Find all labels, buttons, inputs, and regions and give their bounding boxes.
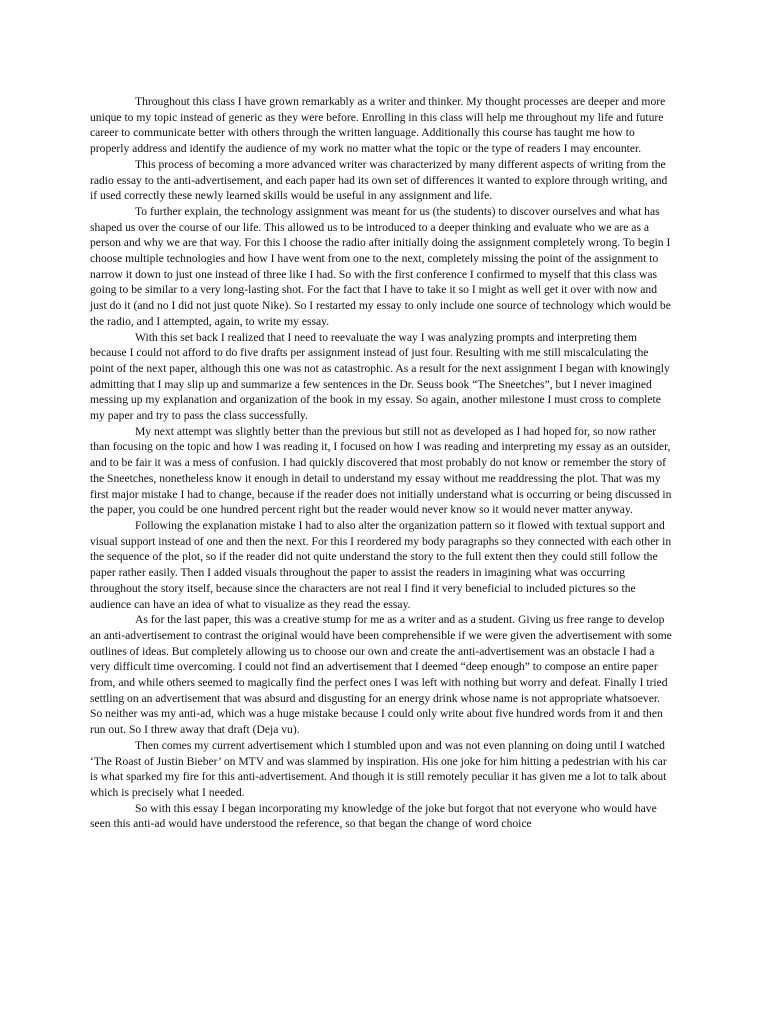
paragraph-joke: So with this essay I began incorporating my knowledge of the joke but forgot that not everyone who would have seen this anti-ad would have understood the reference, so that began the change of word choice [90, 801, 657, 831]
paragraph-last-paper: As for the last paper, this was a creative stump for me as a writer and as a student. Giving us free range to develop an anti-advertisement to contrast the original would have been comprehensible if we were given the advertisement with some outlines of ideas. But completely allowing us to choose our own and create the anti-advertisement was an obstacle I had a very difficult time overcoming. I could not find an advertisement that I deemed “deep enough” to compose an entire paper from, and while others seemed to magically find the perfect ones I was left with nothing but worry and defeat. Finally I tried settling on an advertisement that was absurd and disgusting for an energy drink whose name is not appropriate whatsoever. So neither was my anti-ad, which was a huge mistake because I could only write about five hundred words from it and then run out. So I threw away that draft (Deja vu). [90, 613, 672, 737]
paragraph-technology: To further explain, the technology assignment was meant for us (the students) to discover ourselves and what has shaped us over the course of our life. This allowed us to be introduced to a deeper thinking and evaluate who we are as a person and why we are that way. For this I choose the radio after initially doing the assignment completely wrong. To begin I choose multiple technologies and how I have went from one to the next, completely missing the point of the assignment to narrow it down to just one instead of three like I had. So with the first conference I confirmed to myself that this class was going to be similar to a very long-lasting shot. For the fact that I have to take it so I might as well get it over with now and just do it (and no I did not just quote Nike). So I restarted my essay to only include one source of technology which would be the radio, and I attempted, again, to write my essay. [90, 204, 671, 328]
paragraph-current-ad: Then comes my current advertisement which I stumbled upon and was not even planning on doing until I watched ‘The Roast of Justin Bieber’ on MTV and was slammed by inspiration. His one joke for him hitting a pedestrian with his car is what sparked my fire for this anti-advertisement. And though it is still remotely peculiar it has given me a lot to talk about which is precisely what I needed. [90, 738, 667, 799]
document-page [90, 94, 672, 832]
paragraph-setback: With this set back I realized that I need to reevaluate the way I was analyzing prompts and interpreting them because I could not afford to do five drafts per assignment instead of just four. Resulting with me still miscalculating the point of the next paper, although this one was not as catastrophic. As a result for the next assignment I began with knowingly admitting that I may slip up and summarize a few sentences in the Dr. Seuss book “The Sneetches”, but I never imagined messing up my explanation and organization of the book in my essay. So again, another milestone I must cross to complete my paper and try to pass the class successfully. [90, 330, 670, 423]
paragraph-process: This process of becoming a more advanced writer was characterized by many different aspects of writing from the radio essay to the anti-advertisement, and each paper had its own set of differences it wanted to explore through writing, and if used correctly these newly learned skills would be useful in any assignment and life. [90, 157, 668, 203]
paragraph-next-attempt: My next attempt was slightly better than the previous but still not as developed as I had hoped for, so now rather than focusing on the topic and how I was reading it, I focused on how I was reading and interpreting my essay as an outsider, and to be fair it was a mess of confusion. I had quickly discovered that most probably do not know or remember the story of the Sneetches, nonetheless know it enough in detail to understand my essay without me readdressing the plot. That was my first major mistake I had to change, because if the reader does not initially understand what is occurring or being discussed in the paper, you could be one hundred percent right but the reader would never know so it would never matter anyway. [90, 424, 672, 517]
paragraph-intro: Throughout this class I have grown remarkably as a writer and thinker. My thought processes are deeper and more unique to my topic instead of generic as they were before. Enrolling in this class will help me throughout my life and future career to communicate better with others through the written language. Additionally this course has taught me how to properly address and identify the audience of my work no matter what the topic or the type of readers I may encounter. [90, 95, 666, 156]
paragraph-organization: Following the explanation mistake I had to also alter the organization pattern so it flowed with textual support and visual support instead of one and then the next. For this I reordered my body paragraphs so they connected with each other in the sequence of the plot, so if the reader did not quite understand the story to the full extent then they could still follow the paper rather easily. Then I added visuals throughout the paper to assist the readers in imagining what was occurring throughout the story itself, because since the characters are not real I find it very beneficial to included pictures so the audience can have an idea of what to visualize as they read the essay. [90, 518, 672, 611]
